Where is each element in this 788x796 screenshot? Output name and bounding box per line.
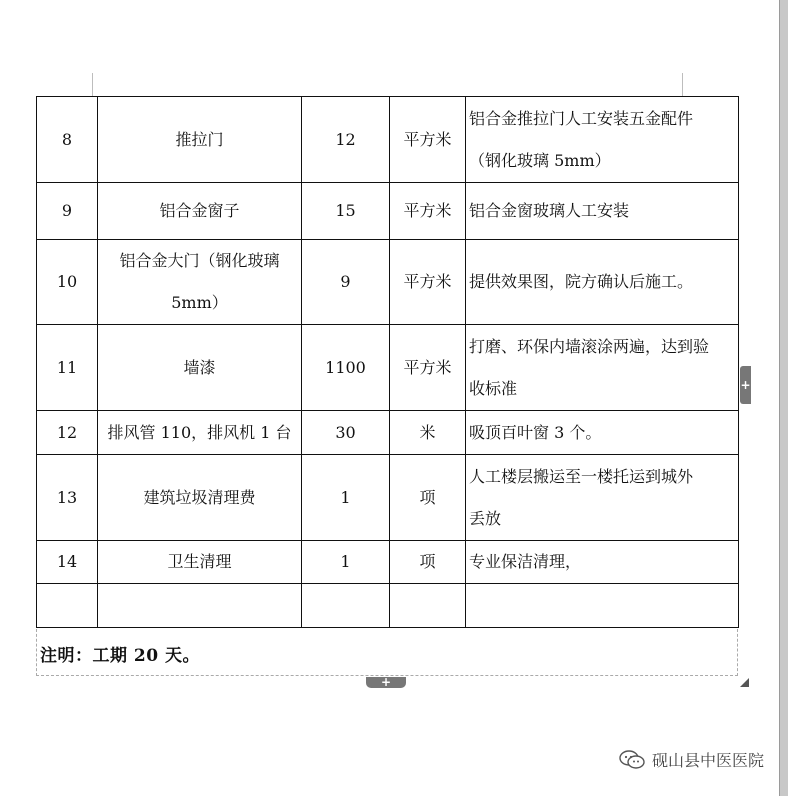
cell-number[interactable]: 12 bbox=[37, 411, 98, 455]
cell-description[interactable] bbox=[466, 411, 739, 455]
cell-description[interactable] bbox=[466, 584, 739, 628]
cell-item-name[interactable] bbox=[98, 455, 302, 541]
cell-description-line: 铝合金窗玻璃人工安装 bbox=[469, 201, 630, 220]
cell-quantity[interactable]: 9 bbox=[302, 240, 390, 325]
table-row bbox=[37, 325, 739, 411]
table-row bbox=[37, 541, 739, 584]
cell-unit[interactable]: 平方米 bbox=[390, 325, 466, 411]
cell-item-name-line: 推拉门 bbox=[175, 129, 224, 149]
cell-unit[interactable] bbox=[390, 584, 466, 628]
cell-item-name-line: 5mm） bbox=[171, 293, 228, 312]
cell-number[interactable]: 10 bbox=[37, 240, 98, 325]
add-row-button[interactable] bbox=[366, 677, 406, 688]
cell-description-line: （钢化玻璃 5mm） bbox=[469, 150, 611, 170]
cell-quantity[interactable]: 1 bbox=[302, 455, 390, 541]
quote-table bbox=[36, 96, 739, 628]
note-text: 注明：工期 20 天。 bbox=[40, 646, 200, 666]
table-row bbox=[37, 97, 739, 183]
table-row bbox=[37, 240, 739, 325]
cell-unit[interactable]: 平方米 bbox=[390, 183, 466, 240]
cell-description-line: 收标准 bbox=[469, 378, 518, 398]
table-row bbox=[37, 584, 739, 628]
table-row bbox=[37, 411, 739, 455]
crop-mark-right bbox=[682, 73, 683, 97]
cell-quantity[interactable]: 12 bbox=[302, 97, 390, 183]
cell-description-line: 吸顶百叶窗 3 个。 bbox=[469, 422, 602, 442]
cell-item-name-line: 铝合金大门（钢化玻璃 bbox=[119, 251, 280, 270]
cell-item-name[interactable] bbox=[98, 97, 302, 183]
watermark-text: 砚山县中医医院 bbox=[651, 751, 764, 770]
cell-unit[interactable]: 平方米 bbox=[390, 97, 466, 183]
cell-description[interactable] bbox=[466, 541, 739, 584]
cell-quantity[interactable]: 30 bbox=[302, 411, 390, 455]
cell-quantity[interactable]: 1 bbox=[302, 541, 390, 584]
wechat-icon bbox=[618, 749, 646, 771]
cell-unit[interactable]: 米 bbox=[390, 411, 466, 455]
cell-unit[interactable]: 项 bbox=[390, 541, 466, 584]
cell-description-line: 专业保洁清理， bbox=[469, 552, 582, 571]
cell-quantity[interactable]: 15 bbox=[302, 183, 390, 240]
plus-icon: + bbox=[380, 675, 392, 689]
cell-number[interactable]: 14 bbox=[37, 541, 98, 584]
cell-description-line: 丢放 bbox=[469, 508, 502, 528]
cell-description-line: 人工楼层搬运至一楼托运到城外 bbox=[469, 466, 694, 486]
cell-number[interactable]: 8 bbox=[37, 97, 98, 183]
cell-quantity[interactable]: 1100 bbox=[302, 325, 390, 411]
cell-item-name[interactable] bbox=[98, 584, 302, 628]
cell-item-name[interactable] bbox=[98, 411, 302, 455]
cell-item-name[interactable] bbox=[98, 541, 302, 584]
cell-unit[interactable]: 项 bbox=[390, 455, 466, 541]
cell-description[interactable] bbox=[466, 240, 739, 325]
cell-description-line: 铝合金推拉门人工安装五金配件 bbox=[469, 108, 694, 128]
table-resize-handle[interactable] bbox=[740, 678, 749, 687]
cell-item-name[interactable] bbox=[98, 240, 302, 325]
window-scrollbar-track[interactable] bbox=[780, 0, 788, 796]
cell-number[interactable]: 9 bbox=[37, 183, 98, 240]
crop-mark-left bbox=[92, 73, 93, 97]
cell-item-name[interactable] bbox=[98, 325, 302, 411]
cell-description-line: 提供效果图，院方确认后施工。 bbox=[469, 272, 694, 291]
cell-item-name-line: 排风管 110，排风机 1 台 bbox=[107, 422, 292, 442]
table-row bbox=[37, 455, 739, 541]
cell-item-name-line: 墙漆 bbox=[183, 357, 216, 377]
cell-description[interactable] bbox=[466, 183, 739, 240]
cell-item-name-line: 建筑垃圾清理费 bbox=[143, 487, 256, 507]
cell-description[interactable] bbox=[466, 97, 739, 183]
cell-description[interactable] bbox=[466, 455, 739, 541]
plus-icon: + bbox=[740, 378, 751, 392]
cell-item-name-line: 卫生清理 bbox=[167, 552, 232, 571]
note-cell[interactable] bbox=[36, 629, 738, 676]
add-column-button[interactable] bbox=[740, 366, 751, 404]
cell-number[interactable]: 13 bbox=[37, 455, 98, 541]
cell-description-line: 打磨、环保内墙滚涂两遍，达到验 bbox=[469, 336, 710, 356]
cell-number[interactable]: 11 bbox=[37, 325, 98, 411]
cell-unit[interactable]: 平方米 bbox=[390, 240, 466, 325]
cell-quantity[interactable] bbox=[302, 584, 390, 628]
table-row bbox=[37, 183, 739, 240]
cell-item-name-line: 铝合金窗子 bbox=[159, 201, 240, 220]
watermark bbox=[618, 748, 764, 771]
cell-description[interactable] bbox=[466, 325, 739, 411]
cell-item-name[interactable] bbox=[98, 183, 302, 240]
cell-number[interactable] bbox=[37, 584, 98, 628]
